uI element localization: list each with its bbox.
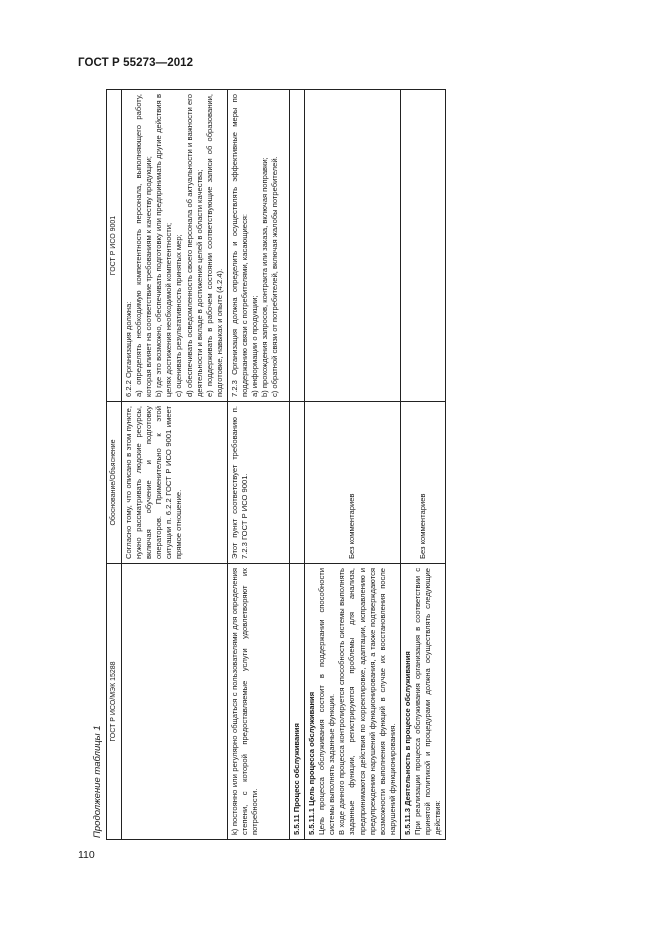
subsection-heading: 5.5.11.1 Цель процесса обслуживания [307, 691, 317, 835]
table-header-row [107, 90, 122, 840]
table-row [122, 90, 228, 840]
header-iso15288: ГОСТ Р ИСО/МЭК 15288 [107, 564, 122, 840]
cell-iso15288 [305, 564, 401, 840]
rotated-page-content [90, 90, 443, 840]
cell-text: b) прохождения запросов, контракта или заказа, включая поправки; [260, 157, 270, 397]
table-row [400, 90, 445, 840]
table-continuation-caption: Продолжение таблицы 1 [92, 725, 103, 838]
cell-rationale [227, 402, 289, 564]
cell-text: a) информации о продукции; [250, 295, 260, 397]
cell-rationale [305, 402, 401, 564]
cell-empty [289, 90, 304, 402]
cell-text: Цель процесса обслуживания состоит в поддержании способности системы выполнять заданные функции. [317, 568, 337, 835]
subsection-heading: 5.5.11.3 Деятельность в процессе обслуживания [402, 651, 412, 835]
cell-text: c) оценивать результативность принятых мер; [174, 234, 184, 397]
table-row [305, 90, 401, 840]
page-number: 110 [78, 849, 95, 861]
cell-text: d) обеспечивать осведомленность своего персонала об актуальности и важности его деятельности и вкладе в достижение целей в области качества; [184, 94, 204, 397]
cell-text: e) поддерживать в рабочем состоянии соответствующие записи об образовании, подготовке, навыках и опыте (4.2.4). [204, 94, 224, 397]
cell-text: b) где это возможно, обеспечивать подготовку или предпринимать другие действия в целях достижения необходимой компетентности; [154, 94, 174, 397]
cell-empty [289, 402, 304, 564]
cell-rationale [400, 402, 445, 564]
cell-iso15288 [227, 564, 289, 840]
table-row [227, 90, 289, 840]
cell-rationale [122, 402, 228, 564]
cell-text: Согласно тому, что описано в этом пункте, нужно рассматривать людские ресурсы, включая обучение и подготовку операторов. Применительно к этой ситуации п. 6.2.2 ГОСТ Р ИСО 9001 имеет прямое отношение. [124, 406, 184, 559]
cell-empty [305, 90, 401, 402]
comparison-table [106, 89, 446, 840]
cell-text: Без комментариев [418, 493, 428, 559]
header-iso9001: ГОСТ Р ИСО 9001 [107, 90, 122, 402]
cell-iso15288-empty [122, 564, 228, 840]
cell-text: a) определять необходимую компетентность персонала, выполняющего работу, которая влияет на соответствие требованиям к качеству продукции; [134, 94, 154, 397]
cell-iso15288 [400, 564, 445, 840]
cell-iso9001 [227, 90, 289, 402]
cell-text: Этот пункт соответствует требованию п. 7.2.3 ГОСТ Р ИСО 9001. [229, 406, 250, 559]
section-row [289, 90, 304, 840]
cell-text: При реализации процесса обслуживания организация в соответствии с принятой политикой и процедурами должна осуществлять следующие действия: [412, 568, 443, 835]
cell-iso9001 [122, 90, 228, 402]
section-heading: 5.5.11 Процесс обслуживания [289, 564, 304, 840]
cell-text: k) постоянно или регулярно общаться с пользователями для определения степени, с которой предоставляемые услуги удовлетворяют их потребности. [229, 568, 260, 835]
cell-text: Без комментариев [347, 493, 357, 559]
cell-text: 7.2.3 Организация должна определить и осуществлять эффективные меры по поддержанию связи с потребителями, касающиеся: [229, 94, 250, 397]
document-header: ГОСТ Р 55273—2012 [78, 57, 194, 69]
header-rationale: Обоснование/Объяснение [107, 402, 122, 564]
cell-empty [400, 90, 445, 402]
cell-text: В ходе данного процесса контролируется способность системы выполнять заданные функции, регистрируются проблемы для анализа, предпринимаются действия по корректировке, адаптации, исправлению и предупреждению нарушений функционирования, а также подтверждаются возможности выполнения функций в случае их восстановления после нарушений функционирования. [337, 568, 397, 835]
cell-text: 6.2.2 Организация должна: [124, 301, 133, 397]
cell-text: c) обратной связи от потребителей, включая жалобы потребителей. [270, 156, 280, 397]
